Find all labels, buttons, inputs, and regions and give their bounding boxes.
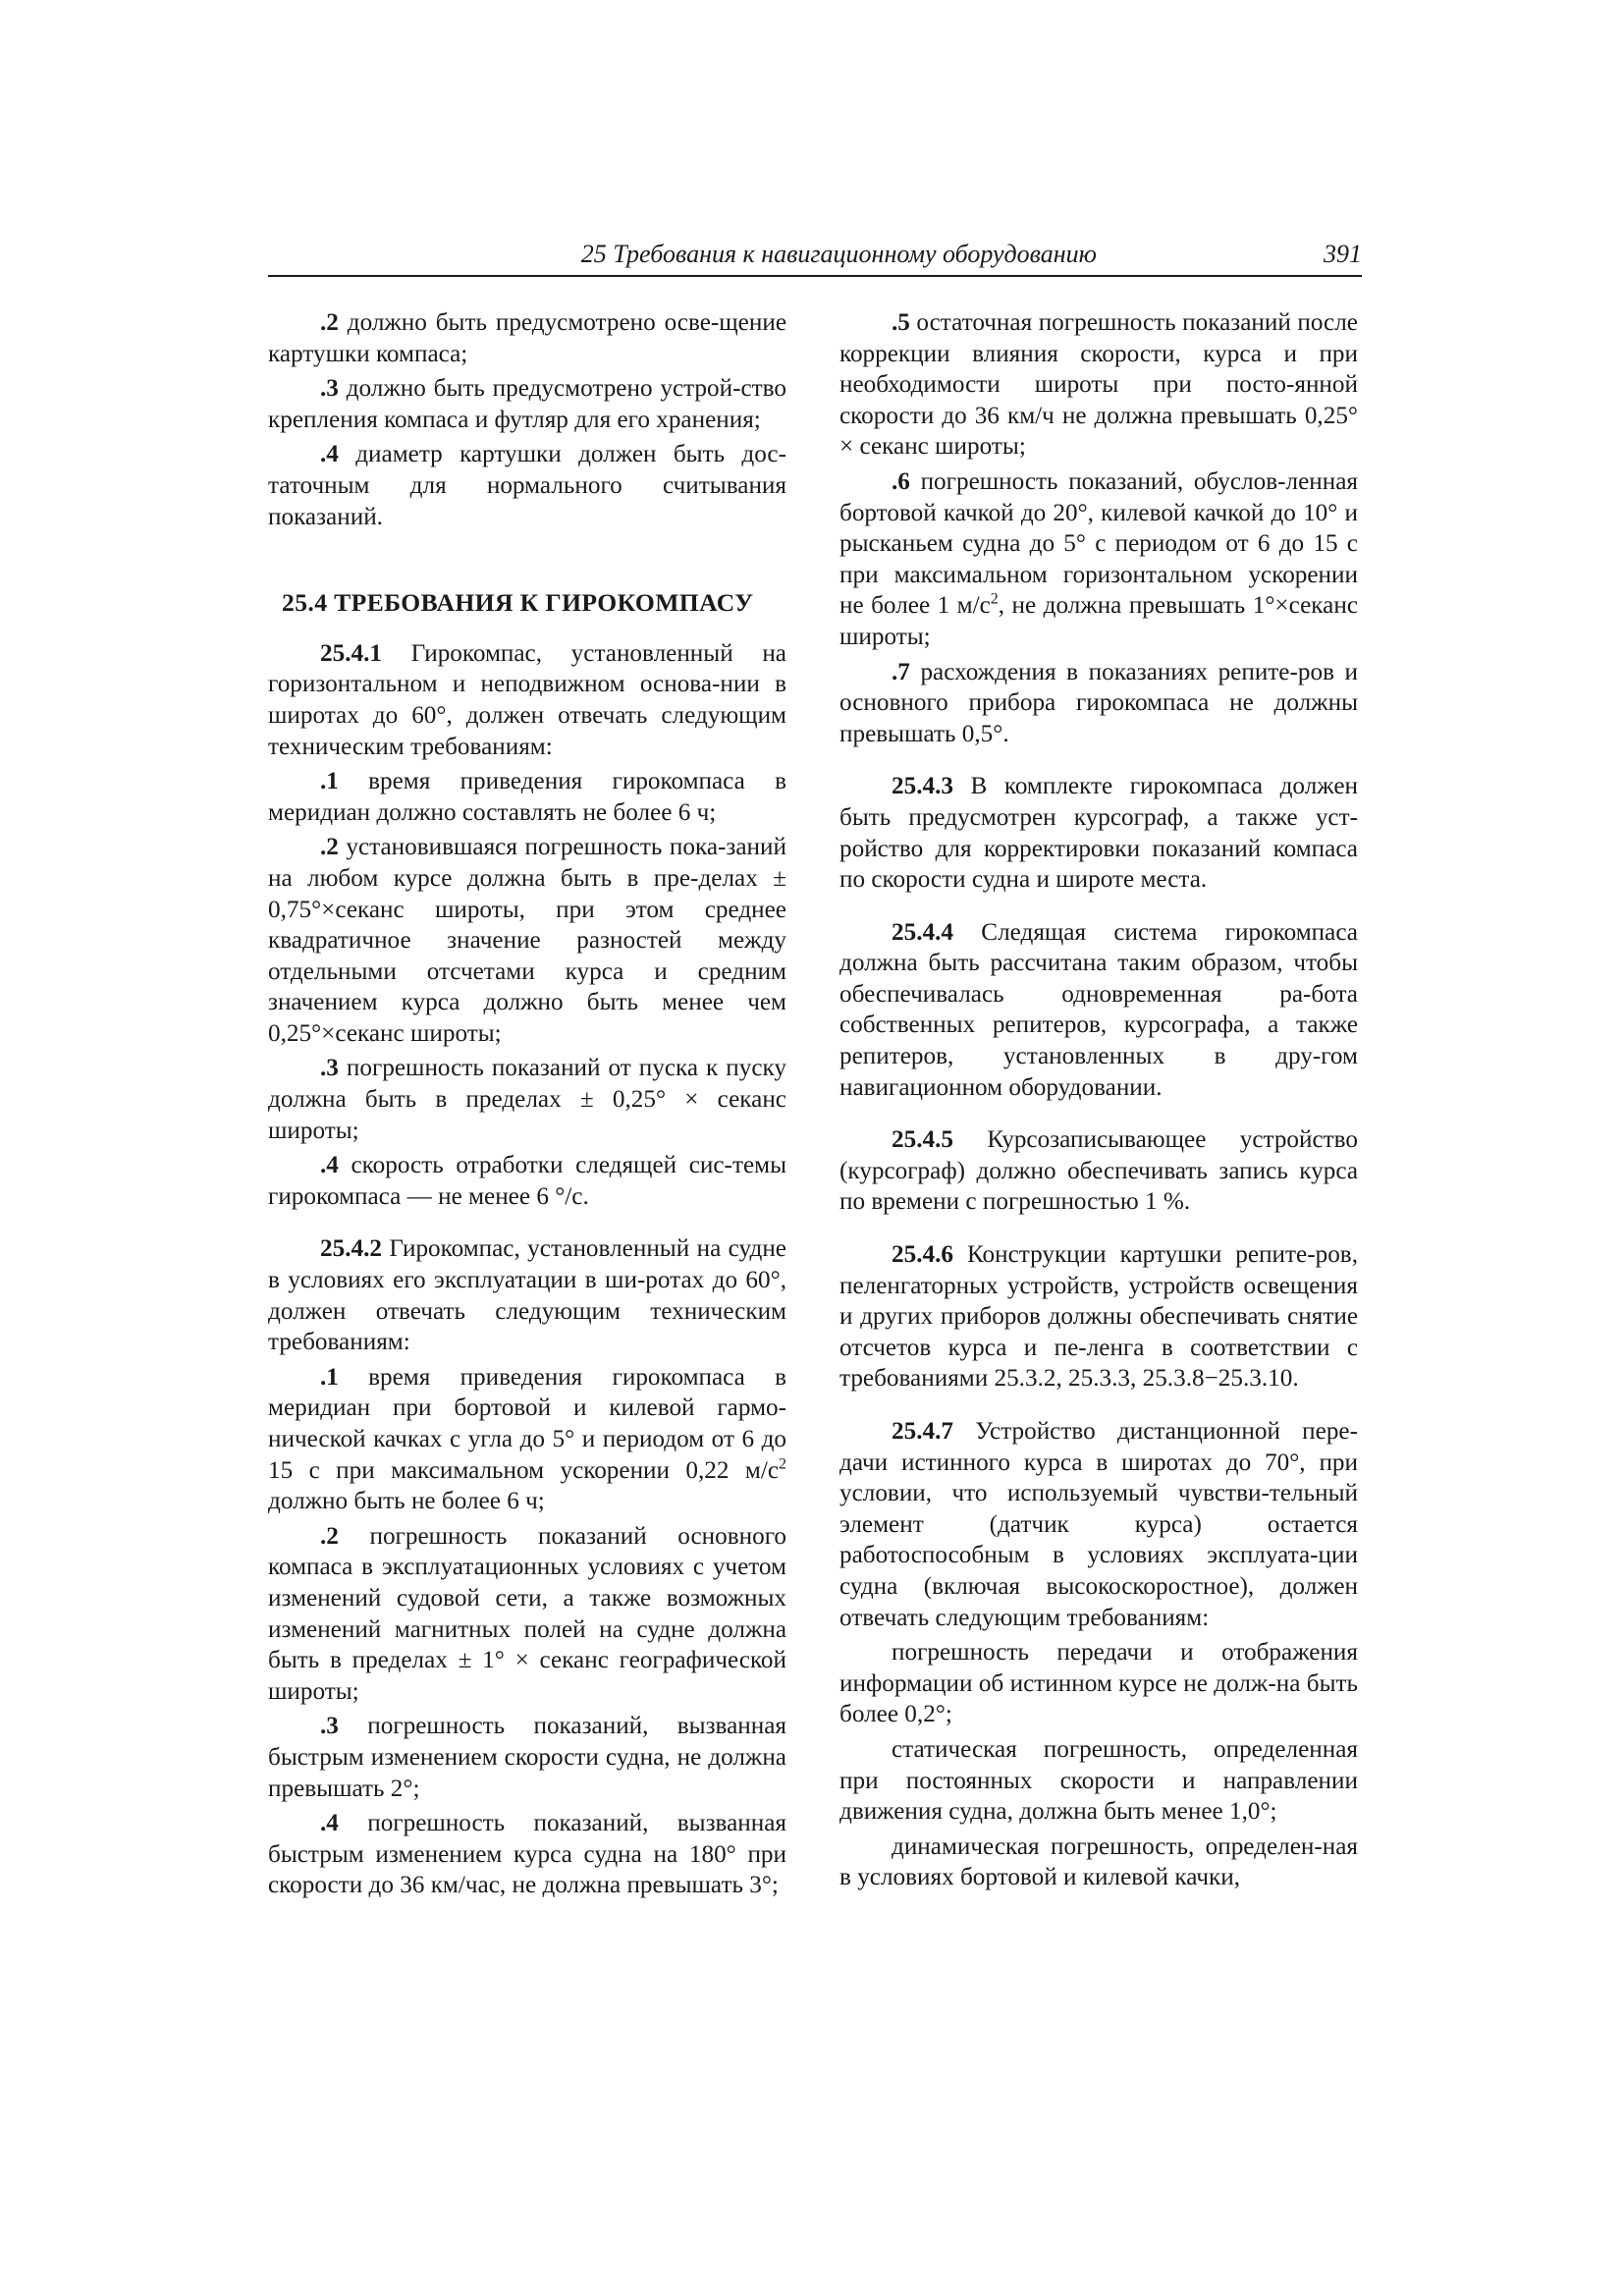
clause-number: 25.4.3 <box>892 773 953 800</box>
item-number: .3 <box>320 1055 339 1082</box>
clause-number: 25.4.5 <box>892 1126 953 1154</box>
paragraph <box>268 1711 786 1804</box>
paragraph <box>268 1233 786 1357</box>
item-number: .5 <box>892 309 910 336</box>
section-heading: 25.4 ТРЕБОВАНИЯ К ГИРОКОМПАСУ <box>282 588 754 618</box>
superscript: 2 <box>990 590 999 608</box>
paragraph <box>839 1734 1358 1828</box>
paragraph-text: Курсозаписывающее устройство (курсограф) должно обеспечивать запись курса по времени с погрешностью 1 %. <box>839 1126 1358 1216</box>
paragraph-text: Устройство дистанционной пере-дачи истинного курса в широтах до 70°, при условии, что используемый чувстви-тельный элемент (датчик курса) остается работоспособным в условиях эксплуата-ции судна (включая высокоскоростное), должен отвечать следующим требованиям: <box>839 1418 1358 1631</box>
item-number: .4 <box>320 441 339 468</box>
paragraph <box>268 373 786 435</box>
paragraph-text: В комплекте гирокомпаса должен быть предусмотрен курсограф, а также уст-ройство для корректировки показаний компаса по скорости судна и широте места. <box>839 773 1358 894</box>
paragraph-text: остаточная погрешность показаний после коррекции влияния скорости, курса и при необходимости широты при посто-янной скорости до 36 км/ч не должна превышать 0,25° × секанс широты; <box>839 309 1358 461</box>
item-number: .2 <box>320 834 339 861</box>
item-number: .7 <box>892 658 910 685</box>
paragraph <box>839 1416 1358 1633</box>
paragraph-text: Следящая система гирокомпаса должна быть рассчитана таким образом, чтобы обеспечивалась одновременная ра-бота собственных репитеров, курсографа, а также репитеров, установленных в дру-гом навигационном оборудовании. <box>839 918 1358 1101</box>
paragraph-text: должно быть не более 6 ч; <box>268 1488 545 1515</box>
clause-number: 25.4.4 <box>892 918 953 946</box>
paragraph <box>839 1637 1358 1730</box>
paragraph-text: установившаяся погрешность пока-заний на любом курсе должна быть в пре-делах ± 0,75°×секанс широты, при этом среднее квадратичное значение разностей между отдельными отсчетами курса и средним значением курса должно быть менее чем 0,25°×секанс широты; <box>268 834 786 1047</box>
running-header-title: 25 Требования к навигационному оборудованию <box>580 240 1097 268</box>
paragraph-text: расхождения в показаниях репите-ров и основного прибора гирокомпаса не должны превышать 0,5°. <box>839 658 1358 747</box>
left-column <box>268 307 786 1905</box>
item-number: .1 <box>320 1363 339 1391</box>
item-number: .1 <box>320 768 339 795</box>
page-number: 391 <box>1324 240 1362 268</box>
paragraph-text: время приведения гирокомпаса в меридиан должно составлять не более 6 ч; <box>268 768 786 826</box>
right-column <box>839 307 1358 1897</box>
paragraph-text: Гирокомпас, установленный на судне в условиях его эксплуатации в ши-ротах до 60°, должен отвечать следующим техническим требованиям: <box>268 1235 786 1356</box>
item-number: .3 <box>320 375 339 403</box>
paragraph-text: должно быть предусмотрено осве-щение картушки компаса; <box>268 309 786 367</box>
paragraph <box>268 638 786 762</box>
item-number: .4 <box>320 1810 339 1837</box>
paragraph <box>839 917 1358 1104</box>
clause-number: 25.4.7 <box>892 1418 953 1445</box>
clause-number: 25.4.1 <box>320 639 382 667</box>
paragraph-text: погрешность показаний, вызванная быстрым изменением скорости судна, не должна превышать 2°; <box>268 1713 786 1802</box>
paragraph <box>839 466 1358 653</box>
item-number: .4 <box>320 1152 339 1179</box>
paragraph-text: должно быть предусмотрено устрой-ство крепления компаса и футляр для его хранения; <box>268 375 786 433</box>
paragraph <box>268 1808 786 1901</box>
paragraph <box>268 1521 786 1708</box>
paragraph-text: Конструкции картушки репите-ров, пеленгаторных устройств, устройств освещения и других приборов должны обеспечивать снятие отсчетов курса и пе-ленга в соответствии с требованиями 25.3.2, 25.3.3, 25.3.8−25.3.10. <box>839 1241 1358 1393</box>
paragraph <box>268 766 786 828</box>
running-header <box>268 236 1362 277</box>
paragraph-text: диаметр картушки должен быть дос-таточным для нормального считывания показаний. <box>268 441 786 530</box>
clause-number: 25.4.2 <box>320 1235 382 1263</box>
paragraph <box>839 1124 1358 1218</box>
paragraph <box>839 307 1358 463</box>
paragraph-text: погрешность передачи и отображения информации об истинном курсе не долж-на быть более 0,2°; <box>839 1639 1358 1728</box>
paragraph <box>268 307 786 369</box>
paragraph-text: динамическая погрешность, определен-ная в условиях бортовой и килевой качки, <box>839 1832 1358 1891</box>
paragraph-text: время приведения гирокомпаса в меридиан при бортовой и килевой гармо-нической качках с угла до 5° и периодом от 6 до 15 с при максимальном ускорении 0,22 м/с <box>268 1363 786 1484</box>
item-number: .3 <box>320 1713 339 1740</box>
item-number: .2 <box>320 309 339 336</box>
item-number: .6 <box>892 467 910 495</box>
paragraph <box>839 1239 1358 1394</box>
paragraph-text: погрешность показаний основного компаса в эксплуатационных условиях с учетом изменений судовой сети, а также возможных изменений магнитных полей на судне должна быть в пределах ± 1° × секанс географической широты; <box>268 1522 786 1705</box>
paragraph <box>268 1053 786 1146</box>
paragraph <box>839 657 1358 750</box>
paragraph <box>268 1150 786 1212</box>
paragraph <box>839 771 1358 895</box>
paragraph-text: , не должна превышать 1°×секанс широты; <box>839 592 1358 650</box>
superscript: 2 <box>779 1455 786 1473</box>
paragraph-text: погрешность показаний, обуслов-ленная бортовой качкой до 20°, килевой качкой до 10° и рысканьем судна до 5° с периодом от 6 до 15 с при максимальном горизонтальном ускорении не более 1 м/с <box>839 467 1358 620</box>
paragraph <box>268 439 786 532</box>
item-number: .2 <box>320 1522 339 1550</box>
paragraph-text: погрешность показаний, вызванная быстрым изменением курса судна на 180° при скорости до 36 км/час, не должна превышать 3°; <box>268 1810 786 1899</box>
paragraph <box>268 1362 786 1517</box>
clause-number: 25.4.6 <box>892 1241 953 1269</box>
paragraph-text: скорость отработки следящей сис-темы гирокомпаса — не менее 6 °/с. <box>268 1152 786 1210</box>
paragraph-text: Гирокомпас, установленный на горизонтальном и неподвижном основа-нии в широтах до 60°, должен отвечать следующим техническим требованиям: <box>268 639 786 760</box>
paragraph <box>839 1831 1358 1893</box>
paragraph-text: погрешность показаний от пуска к пуску должна быть в пределах ± 0,25° × секанс широты; <box>268 1055 786 1144</box>
paragraph <box>268 832 786 1049</box>
paragraph-text: статическая погрешность, определенная при постоянных скорости и направлении движения судна, должна быть менее 1,0°; <box>839 1735 1358 1826</box>
